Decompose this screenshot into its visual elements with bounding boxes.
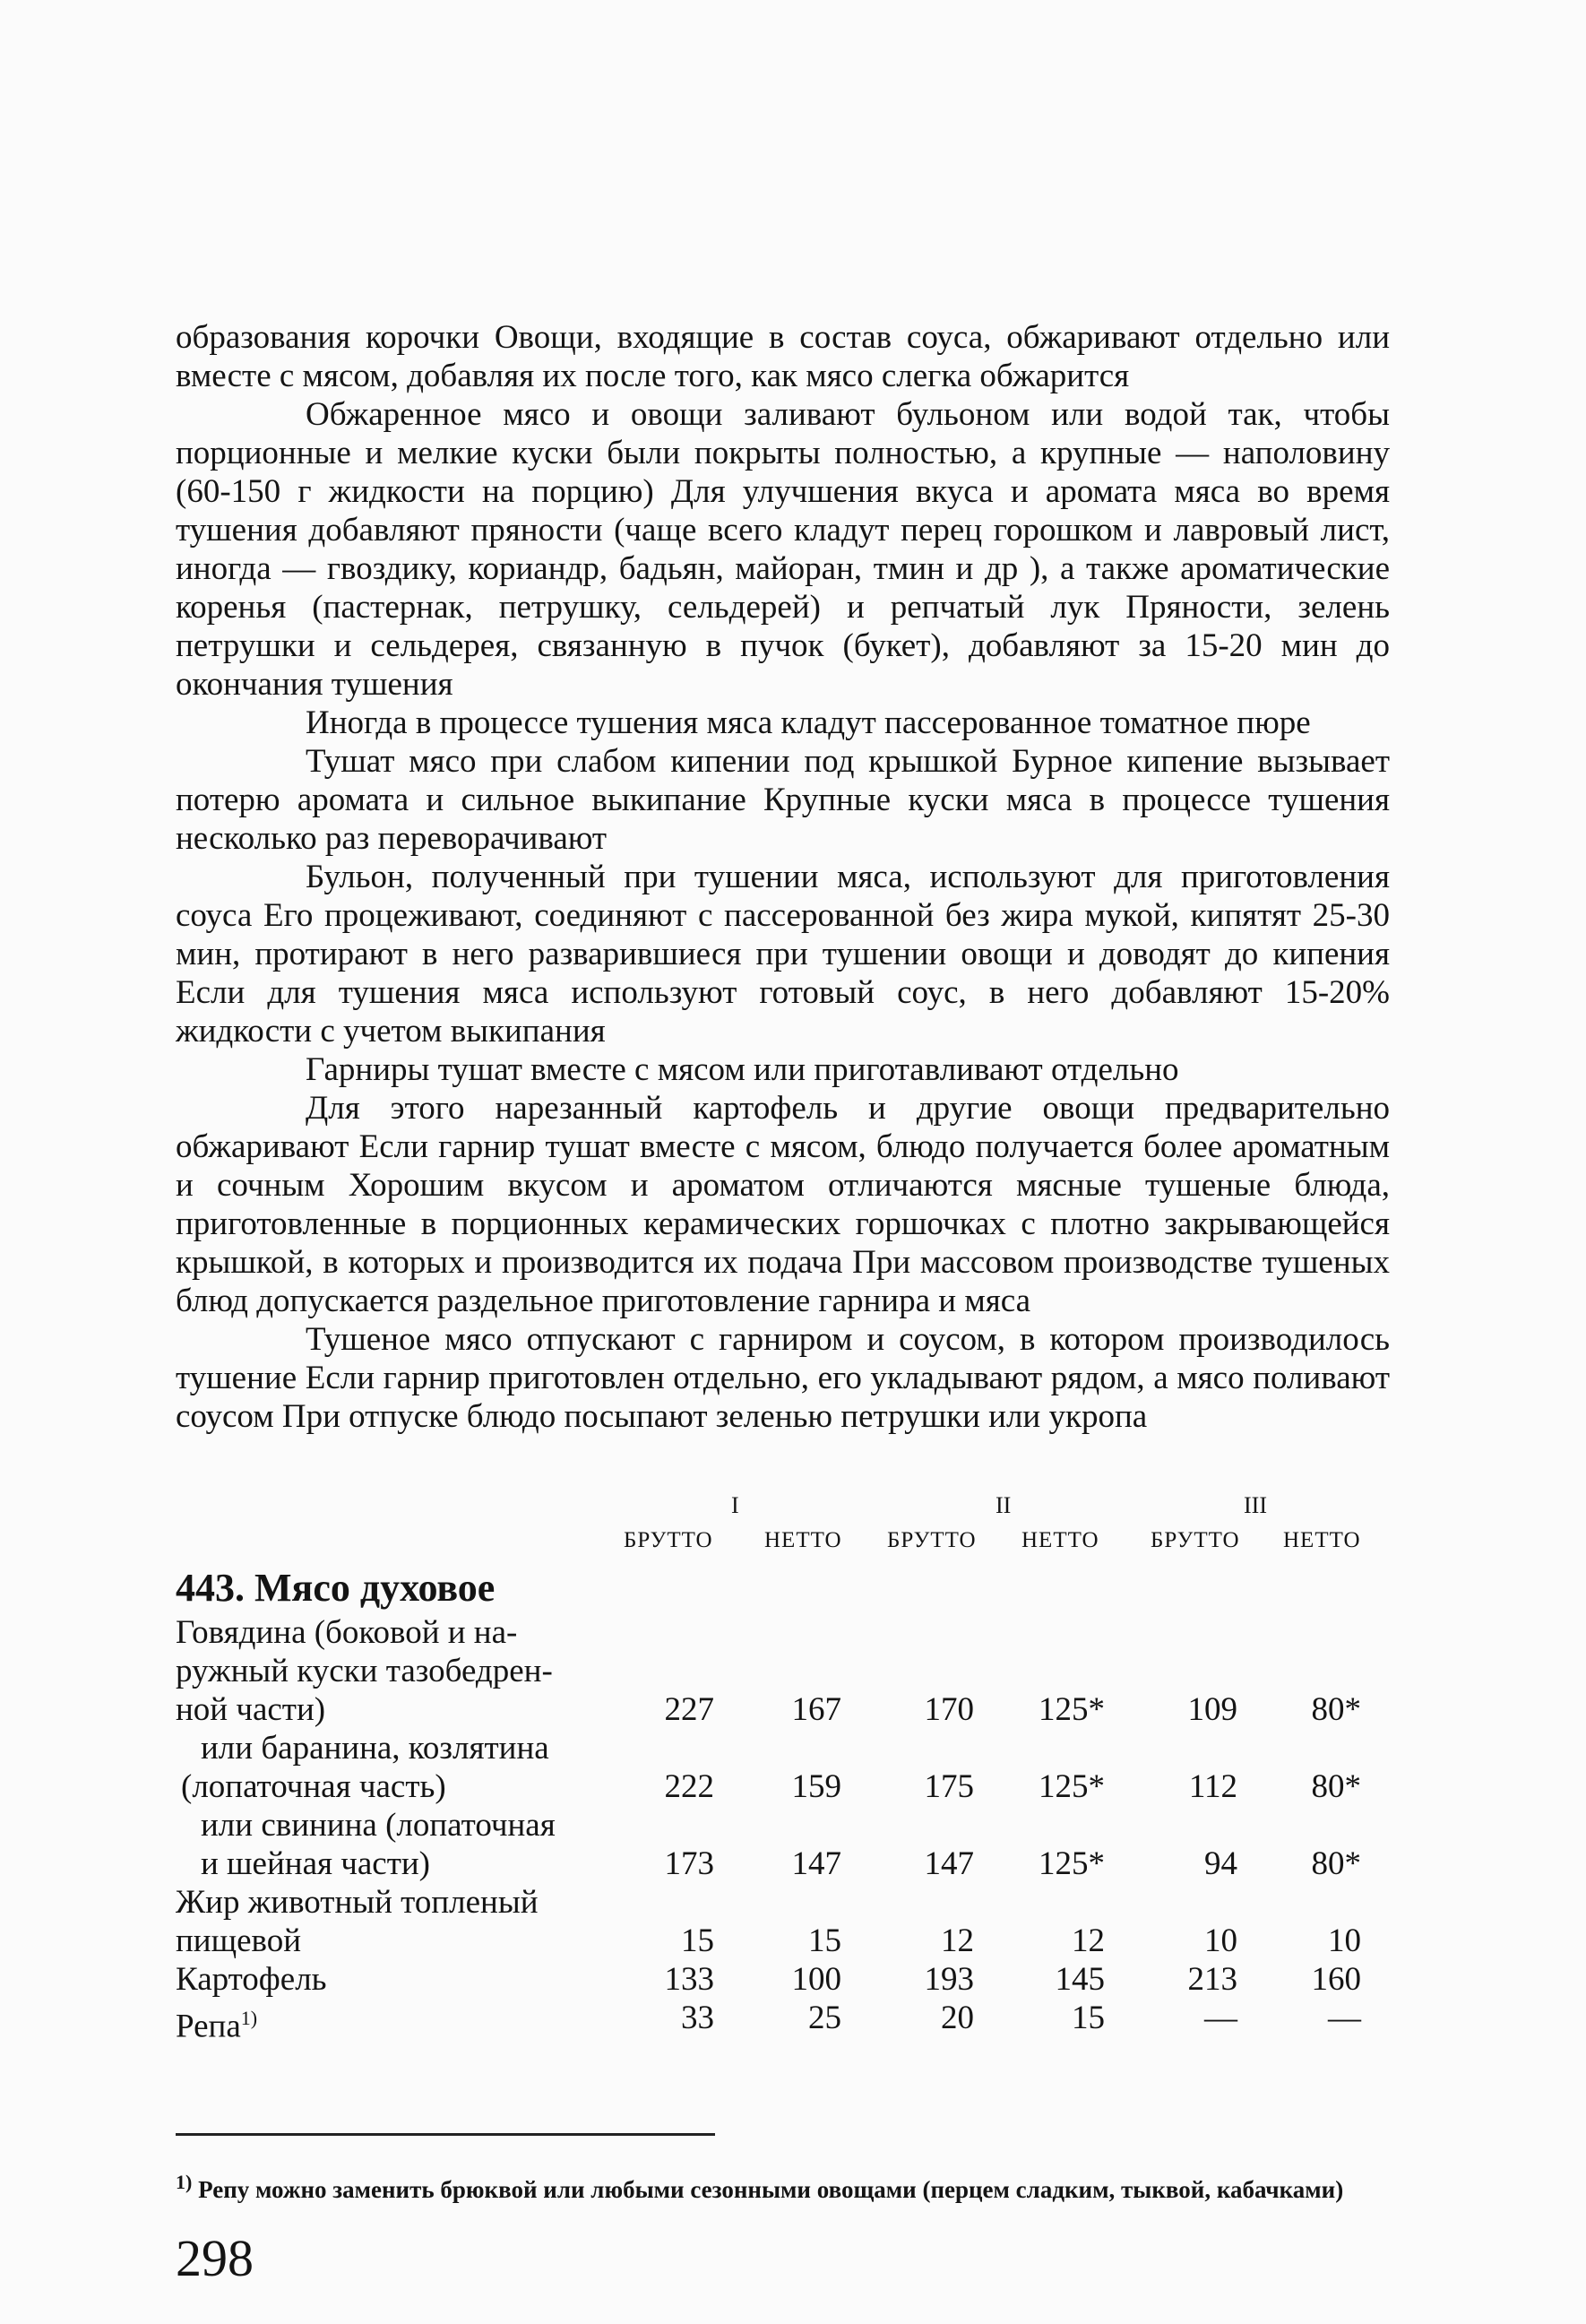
table-cell: —	[1328, 2000, 1361, 2036]
column-header: НЕТТО	[1283, 1528, 1361, 1552]
paragraph: Обжаренное мясо и овощи заливают бульоном или водой так, чтобы порционные и мелкие куски были покрыты полностью, а крупные — наполовину (60-150 г жидкости на порцию) Для улучшения вкуса и аромата мяса во время тушения добавляют пряности (чаще всего кладут перец горошком и лавровый лист, иногда — гвоздику, кориандр, бадьян, майоран, тмин и др ), а также ароматические коренья (пастернак, петрушку, сельдерей) и репчатый лук Пряности, зелень петрушки и сельдерея, связанную в пучок (букет), добавляют за 15-20 мин до окончания тушения	[176, 396, 1390, 703]
table-cell: 159	[791, 1768, 841, 1805]
ingredient-label	[176, 1613, 517, 1652]
ingredient-name: или баранина, козлятина	[201, 1730, 549, 1767]
paragraph: Для этого нарезанный картофель и другие овощи предварительно обжаривают Если гарнир тушат вместе с мясом, блюдо получается более ароматным и сочным Хорошим вкусом и ароматом отличаются мясные тушеные блюда, приготовленные в порционных керамических горшочках с плотно закрывающейся крышкой, в которых и производится их подача При массовом производстве тушеных блюд допускается раздельное приготовление гарнира и мяса	[176, 1090, 1390, 1319]
column-header: НЕТТО	[764, 1528, 842, 1552]
table-row	[176, 1613, 1390, 1652]
table-cell: 145	[1055, 1961, 1105, 1998]
table-row	[176, 1845, 1390, 1883]
ingredient-name: пищевой	[176, 1922, 302, 1959]
table-cell: 94	[1204, 1845, 1237, 1882]
ingredient-label	[201, 1806, 556, 1845]
column-header: БРУТТО	[887, 1528, 977, 1552]
ingredient-label	[176, 1690, 325, 1729]
table-row	[176, 1960, 1390, 1999]
table-cell: 12	[1072, 1922, 1105, 1959]
table-cell: 100	[791, 1961, 841, 1998]
ingredient-label	[176, 1960, 327, 1999]
paragraph: Бульон, полученный при тушении мяса, используют для приготовления соуса Его процеживают, соединяют с пассерованной без жира мукой, кипятят 25-30 мин, протирают в него разварившиеся при тушении овощи и доводят до кипения Если для тушения мяса используют готовый соус, в него добавляют 15-20% жидкости с учетом выкипания	[176, 859, 1390, 1050]
table-cell: 175	[924, 1768, 974, 1805]
column-header: НЕТТО	[1021, 1528, 1099, 1552]
table-cell: 15	[681, 1922, 714, 1959]
table-cell: 125*	[1039, 1768, 1105, 1805]
ingredient-name: Картофель	[176, 1961, 327, 1998]
ingredient-label	[181, 1767, 446, 1806]
table-cell: —	[1204, 2000, 1237, 2036]
ingredient-label	[201, 1845, 430, 1883]
paragraph: образования корочки Овощи, входящие в состав соуса, обжаривают отдельно или вместе с мясом, добавляя их после того, как мясо слегка обжарится	[176, 319, 1390, 394]
paragraph: Тушеное мясо отпускают с гарниром и соусом, в котором производилось тушение Если гарнир приготовлен отдельно, его укладывают рядом, а мясо поливают соусом При отпуске блюдо посыпают зеленью петрушки или укропа	[176, 1321, 1390, 1435]
ingredient-name: (лопаточная часть)	[181, 1768, 446, 1805]
table-cell: 213	[1187, 1961, 1237, 1998]
table-row	[176, 1883, 1390, 1922]
table-cell: 125*	[1039, 1845, 1105, 1882]
ingredient-name: ной части)	[176, 1691, 326, 1728]
page-number: 298	[176, 2229, 254, 2287]
table-row	[176, 1652, 1390, 1690]
table-cell: 160	[1311, 1961, 1361, 1998]
table-cell: 147	[791, 1845, 841, 1882]
ingredient-label	[176, 1652, 553, 1690]
table-cell: 25	[808, 2000, 841, 2036]
table-cell: 133	[664, 1961, 714, 1998]
table-row	[176, 1806, 1390, 1845]
table-cell: 125*	[1039, 1691, 1105, 1728]
ingredient-name: Репа	[176, 2008, 241, 2045]
paragraph: Гарниры тушат вместе с мясом или приготавливают отдельно	[306, 1051, 1179, 1088]
table-cell: 112	[1188, 1768, 1237, 1805]
table-cell: 15	[1072, 2000, 1105, 2036]
paragraph: Тушат мясо при слабом кипении под крышкой Бурное кипение вызывает потерю аромата и сильное выкипание Крупные куски мяса в процессе тушения несколько раз переворачивают	[176, 743, 1390, 857]
footnote-divider	[176, 2133, 715, 2136]
body-text	[176, 318, 1390, 1436]
ingredient-name: или свинина (лопаточная	[201, 1807, 556, 1844]
ingredient-name: Жир животный топленый	[176, 1884, 539, 1921]
table-cell: 10	[1328, 1922, 1361, 1959]
column-header: БРУТТО	[624, 1528, 713, 1552]
footnote	[176, 2171, 1343, 2204]
table-cell: 15	[808, 1922, 841, 1959]
footnote-mark: 1)	[176, 2171, 193, 2193]
ingredient-label	[176, 1999, 257, 2045]
column-group-1: I	[731, 1492, 739, 1518]
table-cell: 80*	[1311, 1768, 1361, 1805]
table-cell: 12	[941, 1922, 974, 1959]
table-row	[176, 1690, 1390, 1729]
table-row	[176, 1767, 1390, 1806]
recipe-title: 443. Мясо духовое	[176, 1566, 496, 1610]
table-cell: 222	[664, 1768, 714, 1805]
table-cell: 227	[664, 1691, 714, 1728]
ingredients-table	[176, 1613, 1390, 2045]
ingredient-label	[176, 1883, 539, 1922]
table-cell: 193	[924, 1961, 974, 1998]
table-cell: 80*	[1311, 1691, 1361, 1728]
table-row	[176, 1729, 1390, 1767]
ingredient-name: Говядина (боковой и на-	[176, 1614, 518, 1651]
column-group-3: III	[1244, 1492, 1267, 1518]
table-cell: 109	[1187, 1691, 1237, 1728]
ingredient-label	[176, 1922, 301, 1960]
table-cell: 80*	[1311, 1845, 1361, 1882]
ingredient-label	[201, 1729, 549, 1767]
footnote-text: Репу можно заменить брюквой или любыми сезонными овощами (перцем сладким, тыквой, кабачками)	[198, 2176, 1344, 2203]
table-row	[176, 1999, 1390, 2045]
column-group-2: II	[996, 1492, 1012, 1518]
ingredient-name: ружный куски тазобедрен-	[176, 1653, 553, 1689]
table-cell: 147	[924, 1845, 974, 1882]
ingredient-name: и шейная части)	[201, 1845, 431, 1882]
table-row	[176, 1922, 1390, 1960]
table-cell: 170	[924, 1691, 974, 1728]
paragraph: Иногда в процессе тушения мяса кладут пассерованное томатное пюре	[306, 704, 1311, 741]
table-cell: 20	[941, 2000, 974, 2036]
table-cell: 173	[664, 1845, 714, 1882]
table-cell: 10	[1204, 1922, 1237, 1959]
column-header: БРУТТО	[1151, 1528, 1240, 1552]
table-cell: 167	[791, 1691, 841, 1728]
footnote-ref: 1)	[240, 2007, 258, 2029]
table-cell: 33	[681, 2000, 714, 2036]
